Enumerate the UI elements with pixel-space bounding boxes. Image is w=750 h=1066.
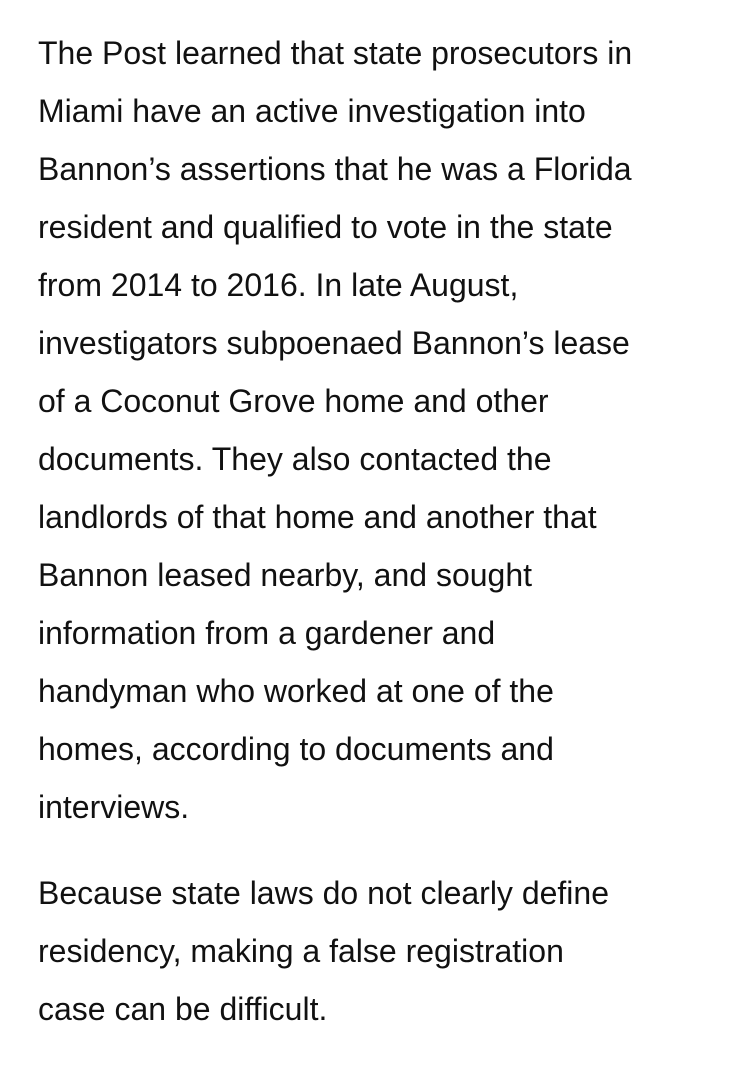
text-line: resident and qualified to vote in the state (38, 209, 613, 245)
text-line: The Post learned that state prosecutors in (38, 35, 633, 71)
text-line: landlords of that home and another that (38, 499, 597, 535)
text-line: residency, making a false registration (38, 933, 564, 969)
paragraph-1 (38, 24, 722, 836)
text-line: information from a gardener and (38, 615, 496, 651)
text-line: Because state laws do not clearly define (38, 875, 609, 911)
text-line: case can be difficult. (38, 991, 328, 1027)
text-line: of a Coconut Grove home and other (38, 383, 549, 419)
text-line: interviews. (38, 789, 190, 825)
text-line: from 2014 to 2016. In late August, (38, 267, 519, 303)
text-line: Bannon’s assertions that he was a Florida (38, 151, 632, 187)
text-line: documents. They also contacted the (38, 441, 552, 477)
text-line: Bannon leased nearby, and sought (38, 557, 533, 593)
paragraph-2 (38, 864, 722, 1038)
text-line: homes, according to documents and (38, 731, 554, 767)
text-line: investigators subpoenaed Bannon’s lease (38, 325, 630, 361)
text-line: handyman who worked at one of the (38, 673, 554, 709)
text-line: Miami have an active investigation into (38, 93, 586, 129)
